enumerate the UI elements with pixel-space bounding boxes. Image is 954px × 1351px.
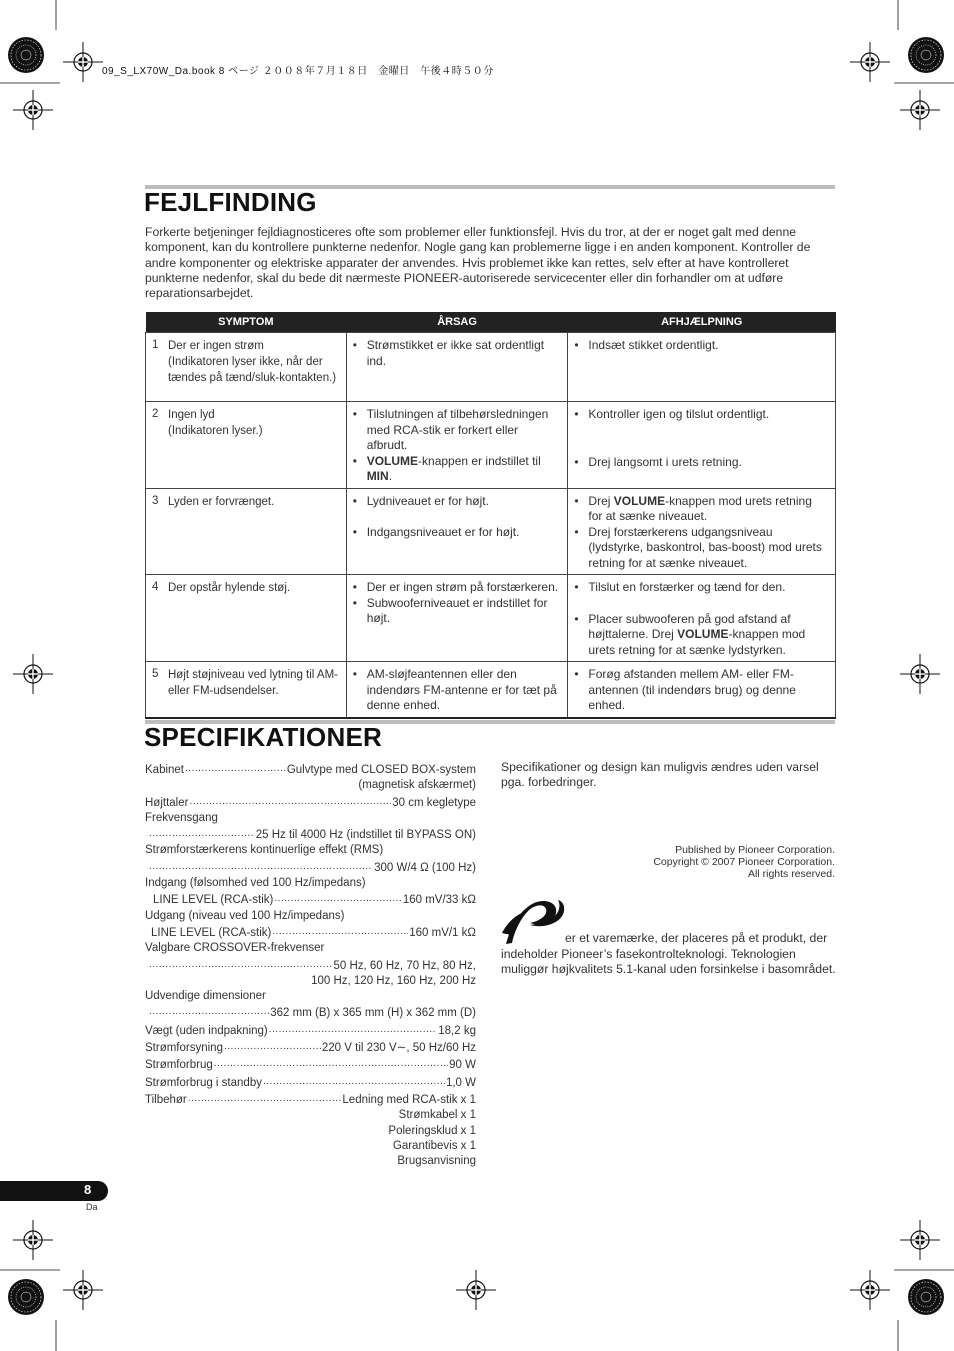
table-row [146,333,836,402]
remedy-item: • Placer subwooferen på god afstand af højttalerne. Drej VOLUME-knappen mod urets retning for at sænke lydstyrken. [574,612,829,659]
spec-row: Vægt (uden indpakning) ..... 18,2 kg [145,1022,476,1039]
page-language: Da [86,1202,98,1212]
cause-item: • Tilslutningen af tilbehørsledningen med RCA-stik er forkert eller afbrudt. [353,407,562,454]
remedy-item: • Tilslut en forstærker og tænd for den. [574,580,829,596]
remedy-item: • Indsæt stikket ordentligt. [574,338,829,354]
spec-heading: Frekvensgang [145,811,218,824]
column-header-remedy: AFHJÆLPNING [568,312,836,333]
spec-continuation: 100 Hz, 120 Hz, 160 Hz, 200 Hz [311,974,476,987]
table-header-row [146,312,836,333]
troubleshooting-title: FEJLFINDING [144,187,317,217]
spec-row: ..... 300 W/4 Ω (100 Hz) [145,859,476,876]
remedy-item: • Drej VOLUME-knappen mod urets retning for at sænke niveauet. [574,494,829,525]
table-row [146,662,836,718]
row-number: 1 [152,339,159,351]
page-number-badge [0,1181,108,1201]
rights-line: All rights reserved. [748,868,835,880]
spec-continuation: Brugsanvisning [397,1155,476,1168]
spec-row: ..... 50 Hz, 60 Hz, 70 Hz, 80 Hz, [145,957,476,974]
spec-row: Strømforbrug i standby ..... 1,0 W [145,1074,476,1091]
row-number: 2 [152,408,159,420]
spec-row: ..... 25 Hz til 4000 Hz (indstillet til BYPASS ON) [145,826,476,843]
spec-row: LINE LEVEL (RCA-stik) ..... 160 mV/33 kΩ [145,891,476,908]
spec-heading: Indgang (følsomhed ved 100 Hz/impedans) [145,877,366,890]
spec-row: Strømforbrug ..... 90 W [145,1056,476,1073]
spec-row: Tilbehør ..... Ledning med RCA-stik x 1 [145,1091,476,1108]
cause-item: • Subwooferniveauet er indstillet for højt. [353,596,562,627]
specifications-note: Specifikationer og design kan muligvis ændres uden varsel pga. forbedringer. [501,760,819,790]
specifications-title: SPECIFIKATIONER [144,722,382,752]
row-number: 4 [152,581,159,593]
spec-heading: Strømforstærkerens kontinuerlige effekt (RMS) [145,844,384,857]
spec-row: Kabinet ..... Gulvtype med CLOSED BOX-system [145,761,476,778]
spec-continuation: Poleringsklud x 1 [388,1124,476,1137]
column-header-symptom: SYMPTOM [146,312,347,333]
cause-item: • VOLUME-knappen er indstillet til MIN. [353,454,562,485]
remedy-item: • Forøg afstanden mellem AM- eller FM-antennen (til indendørs brug) og denne enhed. [574,667,829,714]
spec-heading: Udvendige dimensioner [145,990,266,1003]
table-row [146,402,836,489]
troubleshooting-intro: Forkerte betjeninger fejldiagnosticeres ofte som problemer eller funktionsfejl. Hvis du tror, at der er noget galt med denne komponent, kan du kontrollere punkterne nedenfor. Nogle gang kan problemerne ligge i en anden komponent. Kontroller de andre komponenter og elektriske apparater der anvendes. Hvis problemet ikke kan rettes, selv efter at have kontrolleret punkterne nedenfor, skal du bede dit nærmeste PIONEER-autoriserede servicecenter eller din forhandler om at udføre reparationsarbejdet. [145,225,811,301]
symptom-text: Ingen lyd (Indikatoren lyser.) [168,409,263,437]
table-row [146,575,836,662]
cause-item: • Der er ingen strøm på forstærkeren. [353,580,562,596]
remedy-item: • Drej forstærkerens udgangsniveau (lydstyrke, baskontrol, bas-boost) mod urets retning for at sænke niveauet. [574,525,829,572]
cause-item: • AM-sløjfeantennen eller den indendørs FM-antenne er for tæt på denne enhed. [353,667,562,714]
spec-continuation: Garantibevis x 1 [392,1139,476,1152]
row-number: 5 [152,668,159,680]
specifications-list [145,761,476,1169]
trademark-text: er et varemærke, der placeres på et produkt, der indeholder Pioneer’s fasekontrolteknologi. Teknologien muliggør højkvalitets 5.1-kanal uden forsinkelse i basområdet. [501,931,836,976]
publisher-block [560,844,835,880]
spec-row: ..... 362 mm (B) x 365 mm (H) x 362 mm (D) [145,1004,476,1021]
symptom-text: Højt støjniveau ved lytning til AM- eller FM-udsendelser. [168,669,339,697]
row-number: 3 [152,494,159,507]
spec-continuation: Strømkabel x 1 [398,1109,476,1122]
spec-row: Strømforsyning ..... 220 V til 230 V∼, 50 Hz/60 Hz [145,1039,476,1056]
remedy-item: • Kontroller igen og tilslut ordentligt. [574,407,829,423]
page-number: 8 [84,1182,92,1197]
table-row [146,488,836,575]
cause-item: • Lydniveauet er for højt. [353,494,562,510]
file-header-line: 09_S_LX70W_Da.book 8 ページ ２００８年７月１８日 金曜日 午後４時５０分 [102,66,494,77]
spec-row: LINE LEVEL (RCA-stik) ..... 160 mV/1 kΩ [145,924,476,941]
symptom-text: Der er ingen strøm (Indikatoren lyser ikke, når der tændes på tænd/sluk-kontakten.) [168,340,337,384]
cause-item: • Strømstikket er ikke sat ordentligt ind. [353,338,562,369]
symptom-text: Der opstår hylende støj. [168,582,291,594]
column-header-cause: ÅRSAG [346,312,568,333]
spec-heading: Udgang (niveau ved 100 Hz/impedans) [145,909,345,922]
spec-continuation: (magnetisk afskærmet) [358,779,476,792]
publisher-line: Published by Pioneer Corporation. [675,844,835,856]
cause-item: • Indgangsniveauet er for højt. [353,525,562,541]
spec-row: Højttaler ..... 30 cm kegletype [145,794,476,811]
symptom-text: Lyden er forvrænget. [168,495,275,508]
remedy-item: • Drej langsomt i urets retning. [574,455,829,471]
spec-heading: Valgbare CROSSOVER-frekvenser [145,942,325,955]
troubleshooting-table [145,312,836,719]
copyright-line: Copyright © 2007 Pioneer Corporation. [653,856,835,868]
